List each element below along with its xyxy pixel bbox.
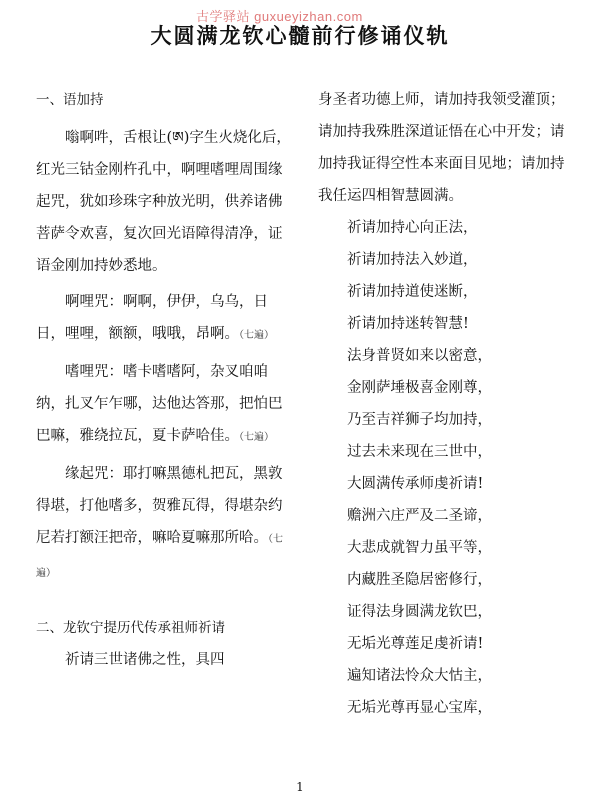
ali-mantra-text: 啊哩咒：啊啊，伊伊，乌乌，日日，哩哩，额额，哦哦，昂啊。 bbox=[36, 294, 268, 342]
verse-line: 祈请加持迷转智慧! bbox=[347, 316, 469, 332]
paragraph-dependent-origination-mantra bbox=[36, 458, 291, 590]
verse-line: 遍知诸法怜众大怙主， bbox=[347, 668, 492, 684]
ali-mantra-note: （七遍） bbox=[239, 330, 274, 341]
verse-line: 祈请加持法入妙道， bbox=[347, 252, 478, 268]
verse-line: 祈请加持心向正法， bbox=[347, 220, 478, 236]
section-heading-1: 一、语加持 bbox=[36, 92, 104, 108]
verse-line: 过去未来现在三世中， bbox=[347, 444, 492, 460]
left-column bbox=[36, 84, 291, 676]
paragraph-lineage-prayer-start: 祈请三世诸佛之性，具四 bbox=[65, 652, 225, 668]
verse-list bbox=[318, 212, 578, 724]
watermark: 古学驿站 guxueyizhan.com bbox=[196, 9, 363, 24]
paragraph-verbal-blessing: 嗡啊吽，舌根让(ཨ)字生火烧化后，红光三钴金刚杵孔中，啊哩嗜哩周围缘起咒，犹如珍珠字种放光明，供养诸佛菩萨令欢喜，复次回光语障得清净，证语金刚加持妙悉地。 bbox=[36, 130, 291, 274]
dependent-origination-note: （七遍） bbox=[36, 534, 283, 579]
dependent-origination-text: 缘起咒：耶打嘛黑德札把瓦，黑敦得堪，打他嗜多，贺雅瓦得，得堪杂约尼若打额汪把帝，嘛哈夏嘛那所哈。 bbox=[36, 466, 283, 546]
paragraph-ali-mantra bbox=[36, 286, 291, 352]
page-number: 1 bbox=[296, 780, 304, 794]
section-heading-2: 二、龙钦宁提历代传承祖师祈请 bbox=[36, 620, 225, 636]
kali-mantra-text: 嗜哩咒：嗜卡嗜嗜阿，杂叉咱咱纳，扎叉乍乍哪，达他达答那，把怕巴巴嘛，雅绕拉瓦，夏卡萨哈佳。 bbox=[36, 364, 283, 444]
verse-line: 大圆满传承师虔祈请! bbox=[347, 476, 484, 492]
verse-line: 祈请加持道使迷断， bbox=[347, 284, 478, 300]
verse-line: 大悲成就智力虽平等， bbox=[347, 540, 492, 556]
paragraph-kali-mantra bbox=[36, 356, 291, 454]
paragraph-lineage-prayer-continued: 身圣者功德上师，请加持我领受灌顶；请加持我殊胜深道证悟在心中开发；请加持我证得空性本来面目见地；请加持我任运四相智慧圆满。 bbox=[318, 92, 565, 204]
verse-line: 赡洲六庄严及二圣谛， bbox=[347, 508, 492, 524]
kali-mantra-note: （七遍） bbox=[239, 432, 274, 443]
right-column bbox=[318, 84, 578, 724]
verse-line: 无垢光尊莲足虔祈请! bbox=[347, 636, 484, 652]
page-title: 大圆满龙钦心髓前行修诵仪轨 bbox=[150, 23, 450, 48]
verse-line: 无垢光尊再显心宝库， bbox=[347, 700, 492, 716]
verse-line: 金刚萨埵极喜金刚尊， bbox=[347, 380, 492, 396]
verse-line: 法身普贤如来以密意， bbox=[347, 348, 492, 364]
verse-line: 内藏胜圣隐居密修行， bbox=[347, 572, 492, 588]
verse-line: 乃至吉祥狮子均加持， bbox=[347, 412, 492, 428]
verse-line: 证得法身圆满龙钦巴， bbox=[347, 604, 492, 620]
